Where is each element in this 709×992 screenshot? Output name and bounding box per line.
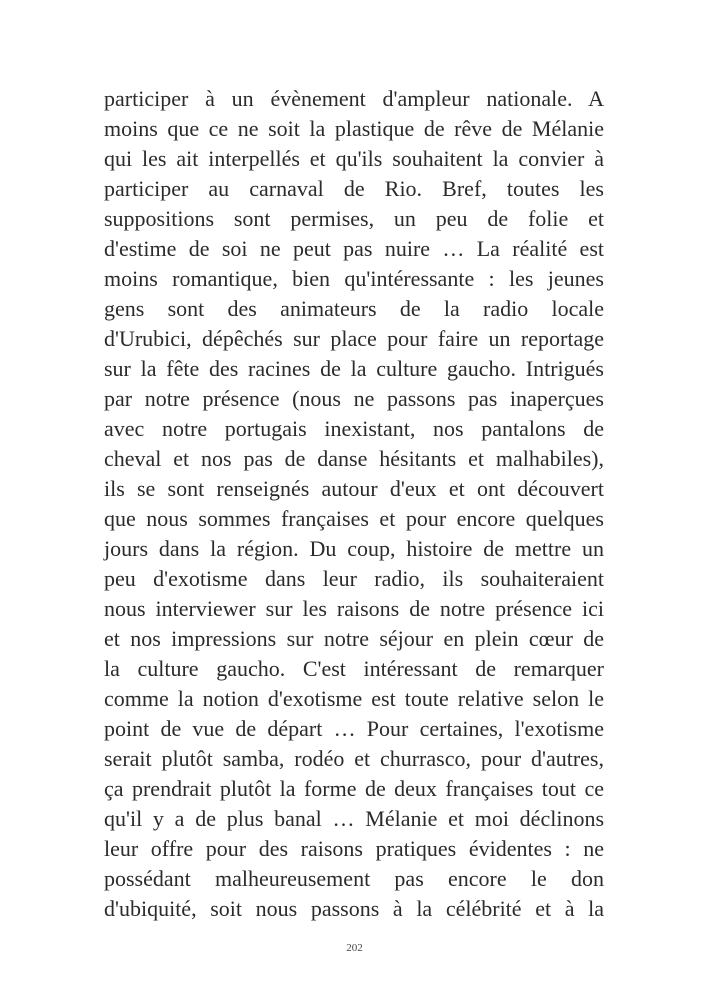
text-line: d'Urubici, dépêchés sur place pour faire un reportage	[104, 326, 604, 351]
text-line: participer à un évènement d'ampleur nationale. A	[104, 86, 604, 111]
text-line: ça prendrait plutôt la forme de deux françaises tout ce	[104, 776, 604, 801]
text-line: d'ubiquité, soit nous passons à la célébrité et à la	[104, 896, 604, 921]
text-line: suppositions sont permises, un peu de folie et	[104, 206, 604, 231]
text-line: moins que ce ne soit la plastique de rêve de Mélanie	[104, 116, 604, 141]
text-line: possédant malheureusement pas encore le don	[104, 866, 604, 891]
text-line: avec notre portugais inexistant, nos pantalons de	[104, 416, 604, 441]
text-line: leur offre pour des raisons pratiques évidentes : ne	[104, 836, 604, 861]
text-line: par notre présence (nous ne passons pas inaperçues	[104, 386, 604, 411]
text-line: qu'il y a de plus banal … Mélanie et moi déclinons	[104, 806, 604, 831]
text-line: gens sont des animateurs de la radio locale	[104, 296, 604, 321]
text-line: peu d'exotisme dans leur radio, ils souhaiteraient	[104, 566, 604, 591]
text-line: sur la fête des racines de la culture gaucho. Intrigués	[104, 356, 604, 381]
text-line: et nos impressions sur notre séjour en plein cœur de	[104, 626, 604, 651]
text-line: moins romantique, bien qu'intéressante : les jeunes	[104, 266, 604, 291]
text-line: que nous sommes françaises et pour encore quelques	[104, 506, 604, 531]
text-line: serait plutôt samba, rodéo et churrasco, pour d'autres,	[104, 746, 604, 771]
text-line: nous interviewer sur les raisons de notre présence ici	[104, 596, 604, 621]
page-number: 202	[346, 942, 363, 954]
text-line: participer au carnaval de Rio. Bref, toutes les	[104, 176, 604, 201]
text-line: jours dans la région. Du coup, histoire de mettre un	[104, 536, 604, 561]
text-line: point de vue de départ … Pour certaines, l'exotisme	[104, 716, 604, 741]
text-line: ils se sont renseignés autour d'eux et ont découvert	[104, 476, 604, 501]
text-line: cheval et nos pas de danse hésitants et malhabiles),	[104, 446, 604, 471]
text-line: la culture gaucho. C'est intéressant de remarquer	[104, 656, 604, 681]
text-line: comme la notion d'exotisme est toute relative selon le	[104, 686, 604, 711]
body-text	[104, 84, 604, 924]
text-line: d'estime de soi ne peut pas nuire … La réalité est	[104, 236, 604, 261]
text-line: qui les ait interpellés et qu'ils souhaitent la convier à	[104, 146, 604, 171]
